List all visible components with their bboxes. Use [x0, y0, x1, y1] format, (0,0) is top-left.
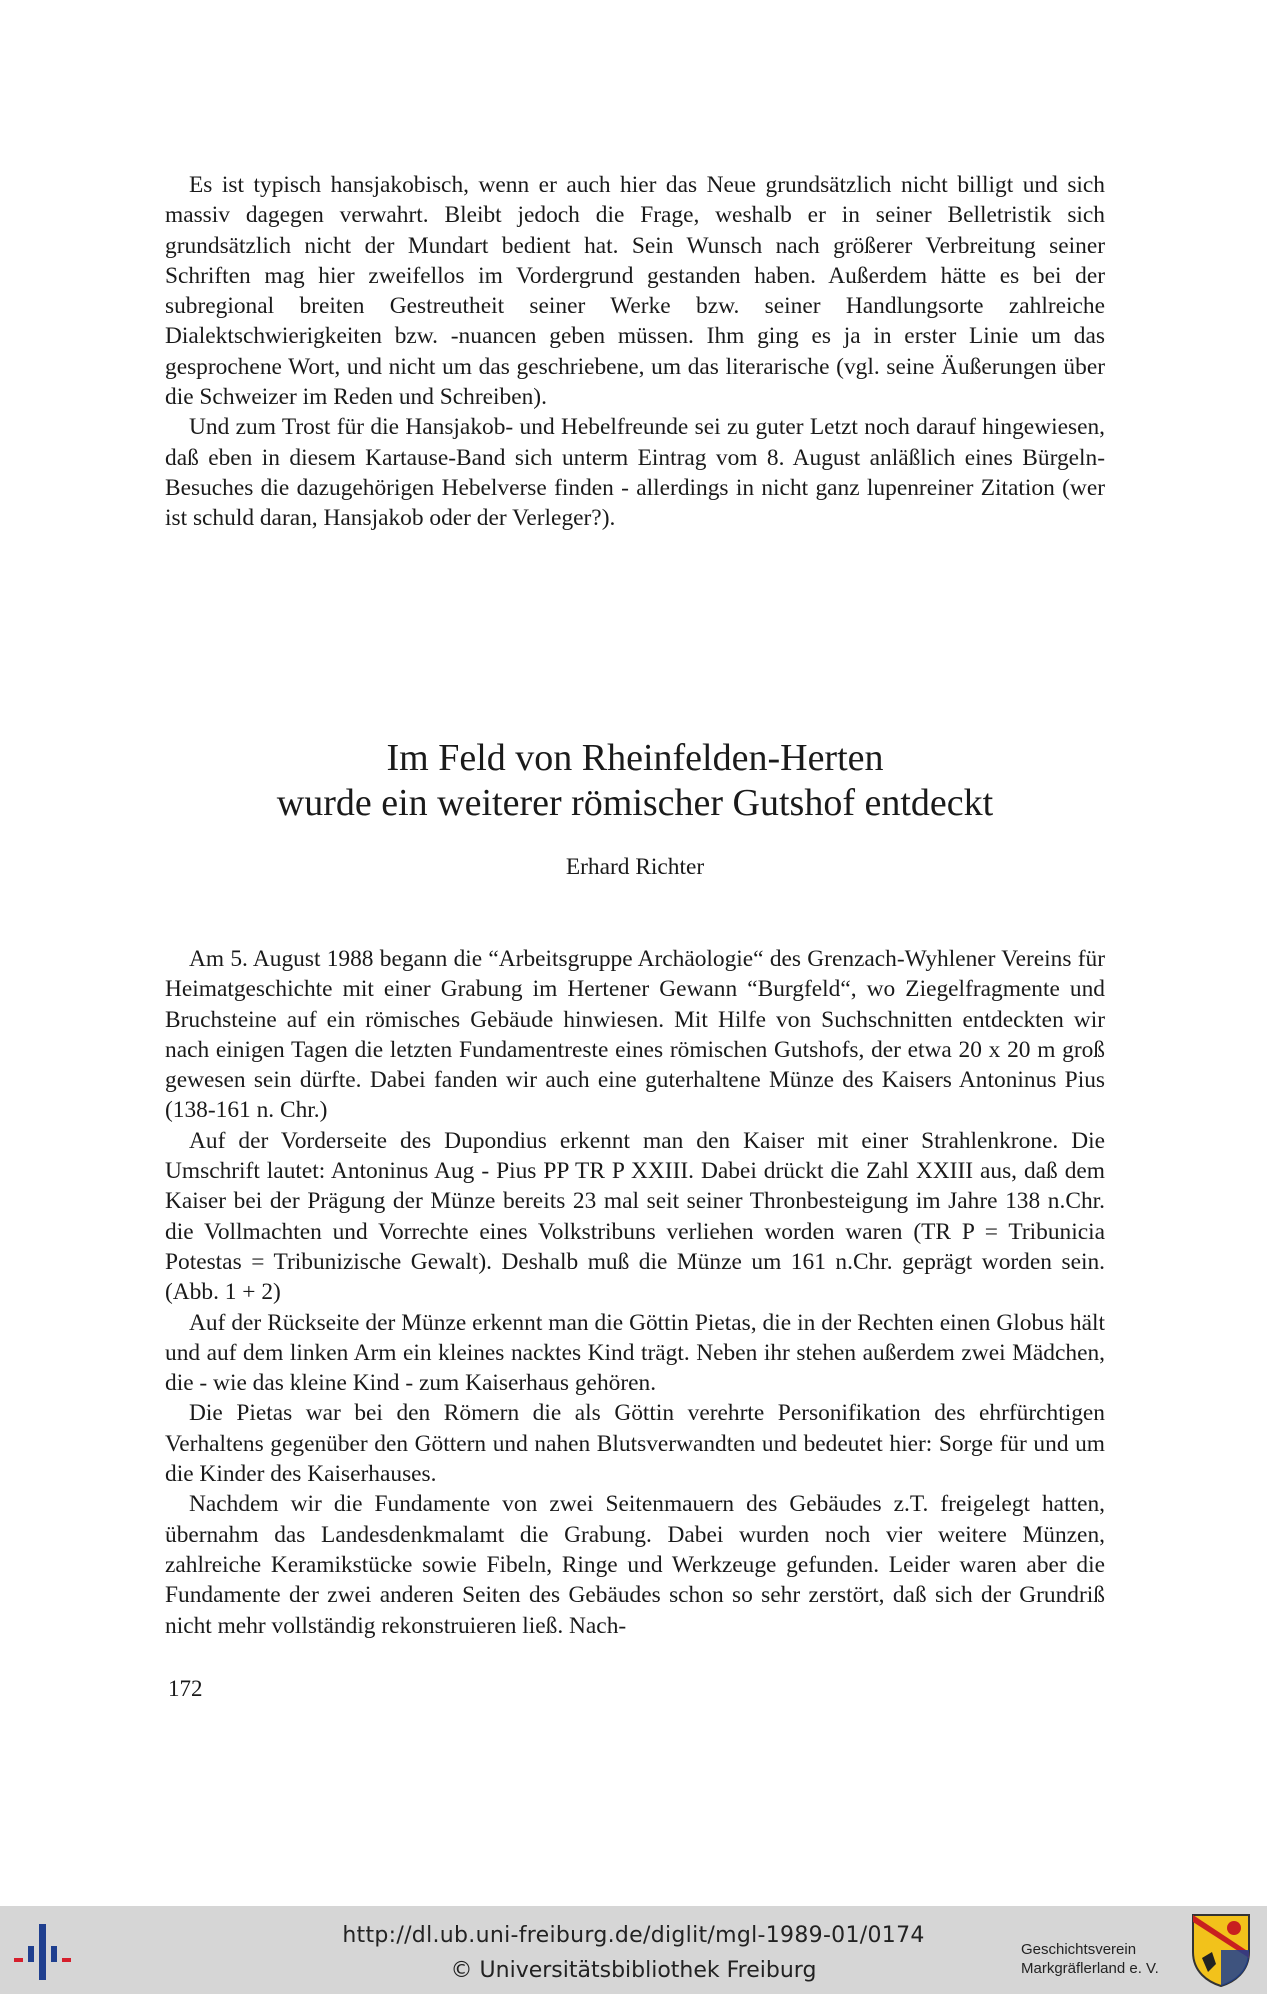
paragraph: Die Pietas war bei den Römern die als Göttin verehrte Personifikation des ehrfürchtigen Verhaltens gegenüber den Göttern und nahen Blutsverwandten und bedeutet hier: Sorge für und um die Kinder des Kaiserhauses. — [165, 1400, 1105, 1488]
paragraph: Und zum Trost für die Hansjakob- und Hebelfreunde sei zu guter Letzt noch darauf hingewiesen, daß eben in diesem Kartause-Band sich unterm Eintrag vom 8. August anläßlich eines Bürgeln-Besuches die dazugehörigen Hebelverse finden - allerdings in nicht ganz lupenreiner Zitation (wer ist schuld daran, Hansjakob oder der Verleger?). — [165, 414, 1105, 532]
paragraph: Nachdem wir die Fundamente von zwei Seitenmauern des Gebäudes z.T. freigelegt hatten, übernahm das Landesdenkmalamt die Grabung. Dabei wurden noch vier weitere Münzen, zahlreiche Keramikstücke sowie Fibeln, Ringe und Werkzeuge gefunden. Leider waren aber die Fundamente der zwei anderen Seiten des Gebäudes schon so sehr zerstört, daß sich der Grundriß nicht mehr vollständig rekonstruieren ließ. Nach- — [165, 1491, 1105, 1639]
article-title-line-1: Im Feld von Rheinfelden-Herten — [386, 737, 884, 779]
article-body — [165, 944, 1105, 1641]
footer-bar — [0, 1906, 1267, 1994]
society-name — [1021, 1940, 1159, 1978]
paragraph: Auf der Rückseite der Münze erkennt man die Göttin Pietas, die in der Rechten einen Globus hält und auf dem linken Arm ein kleines nacktes Kind trägt. Neben ihr stehen außerdem zwei Mädchen, die - wie das kleine Kind - zum Kaiserhaus gehören. — [165, 1309, 1105, 1397]
previous-article-text — [165, 170, 1105, 534]
page-number: 172 — [168, 1676, 203, 1701]
permalink-url[interactable]: http://dl.ub.uni-freiburg.de/diglit/mgl-1989-01/0174 — [342, 1923, 925, 1948]
paragraph: Am 5. August 1988 begann die “Arbeitsgruppe Archäologie“ des Grenzach-Wyhlener Vereins für Heimatgeschichte mit einer Grabung im Hertener Gewann “Burgfeld“, wo Ziegelfragmente und Bruchsteine auf ein römisches Gebäude hinwiesen. Mit Hilfe von Suchschnitten entdeckten wir nach einigen Tagen die letzten Fundamentreste eines römischen Gutshofs, der etwa 20 x 20 m groß gewesen sein dürfte. Dabei fanden wir auch eine guterhaltene Münze des Kaisers Antoninus Pius (138-161 n. Chr.) — [165, 946, 1105, 1124]
article-title — [165, 736, 1105, 826]
society-crest-icon — [1190, 1912, 1252, 1988]
copyright-notice: © Universitätsbibliothek Freiburg — [450, 1958, 817, 1983]
article-title-line-2: wurde ein weiterer römischer Gutshof entdeckt — [276, 782, 994, 824]
paragraph: Auf der Vorderseite des Dupondius erkennt man den Kaiser mit einer Strahlenkrone. Die Umschrift lautet: Antoninus Aug - Pius PP TR P XXIII. Dabei drückt die Zahl XXIII aus, daß dem Kaiser bei der Prägung der Münze bereits 23 mal seit seiner Thronbesteigung im Jahre 138 n.Chr. die Vollmachten und Vorrechte eines Volkstribuns verliehen worden waren (TR P = Tribunicia Potestas = Tribunizische Gewalt). Deshalb muß die Münze um 161 n.Chr. geprägt worden sein. (Abb. 1 + 2) — [165, 1127, 1105, 1306]
society-name-line-2: Markgräflerland e. V. — [1021, 1960, 1159, 1977]
article-author: Erhard Richter — [565, 854, 705, 880]
paragraph: Es ist typisch hansjakobisch, wenn er auch hier das Neue grundsätzlich nicht billigt und sich massiv dagegen verwahrt. Bleibt jedoch die Frage, weshalb er in seiner Belletristik sich grundsätzlich nicht der Mundart bedient hat. Sein Wunsch nach größerer Verbreitung seiner Schriften mag hier zweifellos im Vordergrund gestanden haben. Außerdem hätte es bei der subregional breiten Gestreutheit seiner Werke bzw. seiner Handlungsorte zahlreiche Dialektschwierigkeiten bzw. -nuancen geben müssen. Ihm ging es ja in erster Linie um das gesprochene Wort, und nicht um das geschriebene, um das literarische (vgl. seine Äußerungen über die Schweizer im Reden und Schreiben). — [165, 172, 1105, 411]
society-name-line-1: Geschichtsverein — [1021, 1941, 1137, 1958]
